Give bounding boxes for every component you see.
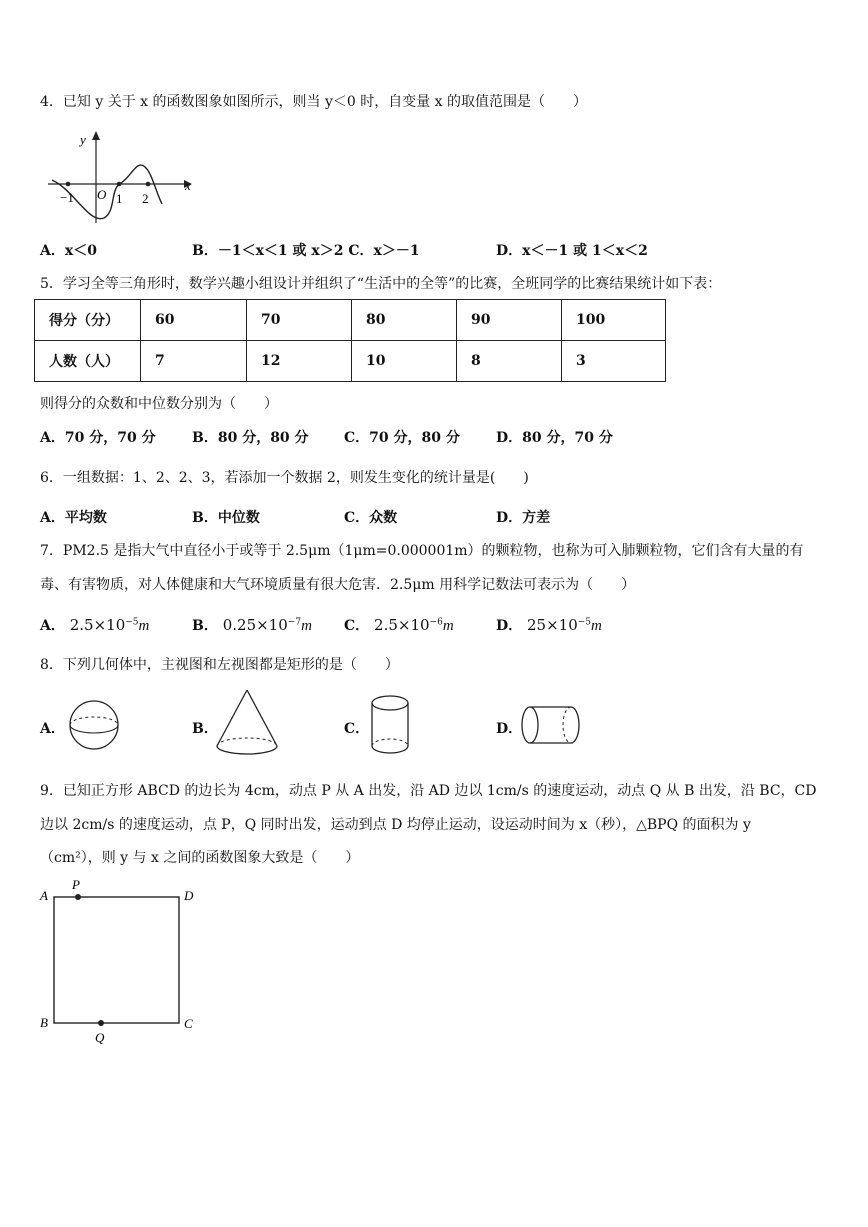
q6-option-a[interactable]: A．平均数 <box>40 510 107 526</box>
q5-question: 则得分的众数和中位数分别为（ ） <box>40 396 278 412</box>
q9-vertex-b: B <box>40 1015 48 1030</box>
q7-option-d-unit: m <box>591 618 602 634</box>
q7-option-a-unit: m <box>138 618 150 634</box>
q9-square-figure <box>36 876 206 1048</box>
q4-tick-2: 2 <box>142 191 149 206</box>
sphere-icon <box>66 699 122 751</box>
q7-option-b-exponent: −7 <box>287 617 302 628</box>
table-cell: 90 <box>457 300 562 341</box>
q6-option-c[interactable]: C．众数 <box>344 510 398 526</box>
q7-option-a-exponent: −5 <box>125 617 139 628</box>
q4-option-b-c[interactable]: B．－1＜x＜1 或 x＞2 C．x＞－1 <box>192 243 420 259</box>
q8-stem: 8．下列几何体中，主视图和左视图都是矩形的是（ ） <box>40 657 399 673</box>
q9-vertex-a: A <box>40 888 48 903</box>
q9-vertex-d: D <box>184 888 194 903</box>
q9-point-q: Q <box>95 1030 105 1045</box>
q7-option-a[interactable] <box>40 615 149 635</box>
q5-option-b[interactable]: B．80 分，80 分 <box>192 430 309 446</box>
q5-option-d[interactable]: D．80 分，70 分 <box>496 430 613 446</box>
table-cell: 80 <box>352 300 457 341</box>
q4-option-d[interactable]: D．x＜－1 或 1＜x＜2 <box>496 243 648 259</box>
table-cell: 12 <box>247 341 352 382</box>
q7-option-c-mantissa: 2.5×10 <box>374 616 430 634</box>
q9-stem-line3: （cm²），则 y 与 x 之间的函数图象大致是（ ） <box>40 850 360 866</box>
q7-option-a-mantissa: 2.5×10 <box>69 616 126 634</box>
q5-stem: 5．学习全等三角形时，数学兴趣小组设计并组织了“生活中的全等”的比赛，全班同学的比赛结果统计如下表： <box>40 276 722 292</box>
q7-option-b[interactable] <box>192 615 312 635</box>
q4-tick-1: 1 <box>116 191 123 206</box>
cone-icon <box>214 688 280 762</box>
q7-option-c-exponent: −6 <box>429 617 443 628</box>
q9-stem-line2: 边以 2cm/s 的速度运动，点 P，Q 同时出发，运动到点 D 均停止运动，设运动时间为 x（秒），△BPQ 的面积为 y <box>40 817 751 833</box>
q5-option-a[interactable]: A．70 分，70 分 <box>40 430 156 446</box>
table-row <box>35 341 666 382</box>
q4-tick-neg1: −1 <box>60 190 74 205</box>
q7-stem-line2: 毒、有害物质，对人体健康和大气环境质量有很大危害．2.5μm 用科学记数法可表示为（ ） <box>40 577 636 593</box>
q7-option-d-label: D． <box>496 618 523 634</box>
q7-option-c-label: C． <box>344 618 370 634</box>
q6-option-d[interactable]: D．方差 <box>496 510 551 526</box>
horizontal-cylinder-icon <box>519 704 583 746</box>
table-cell: 10 <box>352 341 457 382</box>
table-cell: 8 <box>457 341 562 382</box>
q7-option-c-unit: m <box>442 618 454 634</box>
table-cell: 100 <box>562 300 666 341</box>
q9-vertex-c: C <box>184 1016 193 1031</box>
q6-stem: 6．一组数据：1、2、2、3，若添加一个数据 2，则发生变化的统计量是( ) <box>40 470 529 486</box>
q7-option-c[interactable] <box>344 615 454 635</box>
q9-stem-line1: 9．已知正方形 ABCD 的边长为 4cm，动点 P 从 A 出发，沿 AD 边以 1cm/s 的速度运动，动点 Q 从 B 出发，沿 BC，CD <box>40 783 817 799</box>
table-cell: 60 <box>141 300 247 341</box>
table-row <box>35 300 666 341</box>
table-cell: 3 <box>562 341 666 382</box>
q7-option-d[interactable] <box>496 615 602 635</box>
q4-y-axis-label: y <box>80 132 86 147</box>
q5-option-c[interactable]: C．70 分，80 分 <box>344 430 460 446</box>
q6-option-b[interactable]: B．中位数 <box>192 510 260 526</box>
q7-option-d-exponent: −5 <box>577 617 592 628</box>
table-header-score: 得分（分） <box>35 300 141 341</box>
q7-option-b-unit: m <box>301 618 312 634</box>
q4-function-graph <box>44 128 194 228</box>
q5-score-table <box>34 299 666 382</box>
q4-stem: 4．已知 y 关于 x 的函数图象如图所示，则当 y＜0 时，自变量 x 的取值范围是（ ） <box>40 94 588 110</box>
q8-option-c[interactable]: C． <box>344 721 370 737</box>
q7-option-d-mantissa: 25×10 <box>527 616 578 634</box>
q4-origin-label: O <box>97 187 107 202</box>
q7-stem-line1: 7．PM2.5 是指大气中直径小于或等于 2.5μm（1μm=0.000001m）的颗粒物，也称为可入肺颗粒物，它们含有大量的有 <box>40 543 804 559</box>
q7-option-b-label: B． <box>192 618 218 634</box>
q8-option-a[interactable]: A． <box>40 721 65 737</box>
q4-x-axis-label: x <box>185 178 191 193</box>
cylinder-icon <box>369 694 411 756</box>
table-cell: 7 <box>141 341 247 382</box>
q7-option-b-mantissa: 0.25×10 <box>222 616 288 634</box>
q7-option-a-label: A． <box>40 618 65 634</box>
q4-option-a[interactable]: A．x＜0 <box>40 243 97 259</box>
q8-option-d[interactable]: D． <box>496 721 523 737</box>
q9-point-p: P <box>72 877 80 892</box>
q8-option-b[interactable]: B． <box>192 721 218 737</box>
table-header-count: 人数（人） <box>35 341 141 382</box>
table-cell: 70 <box>247 300 352 341</box>
